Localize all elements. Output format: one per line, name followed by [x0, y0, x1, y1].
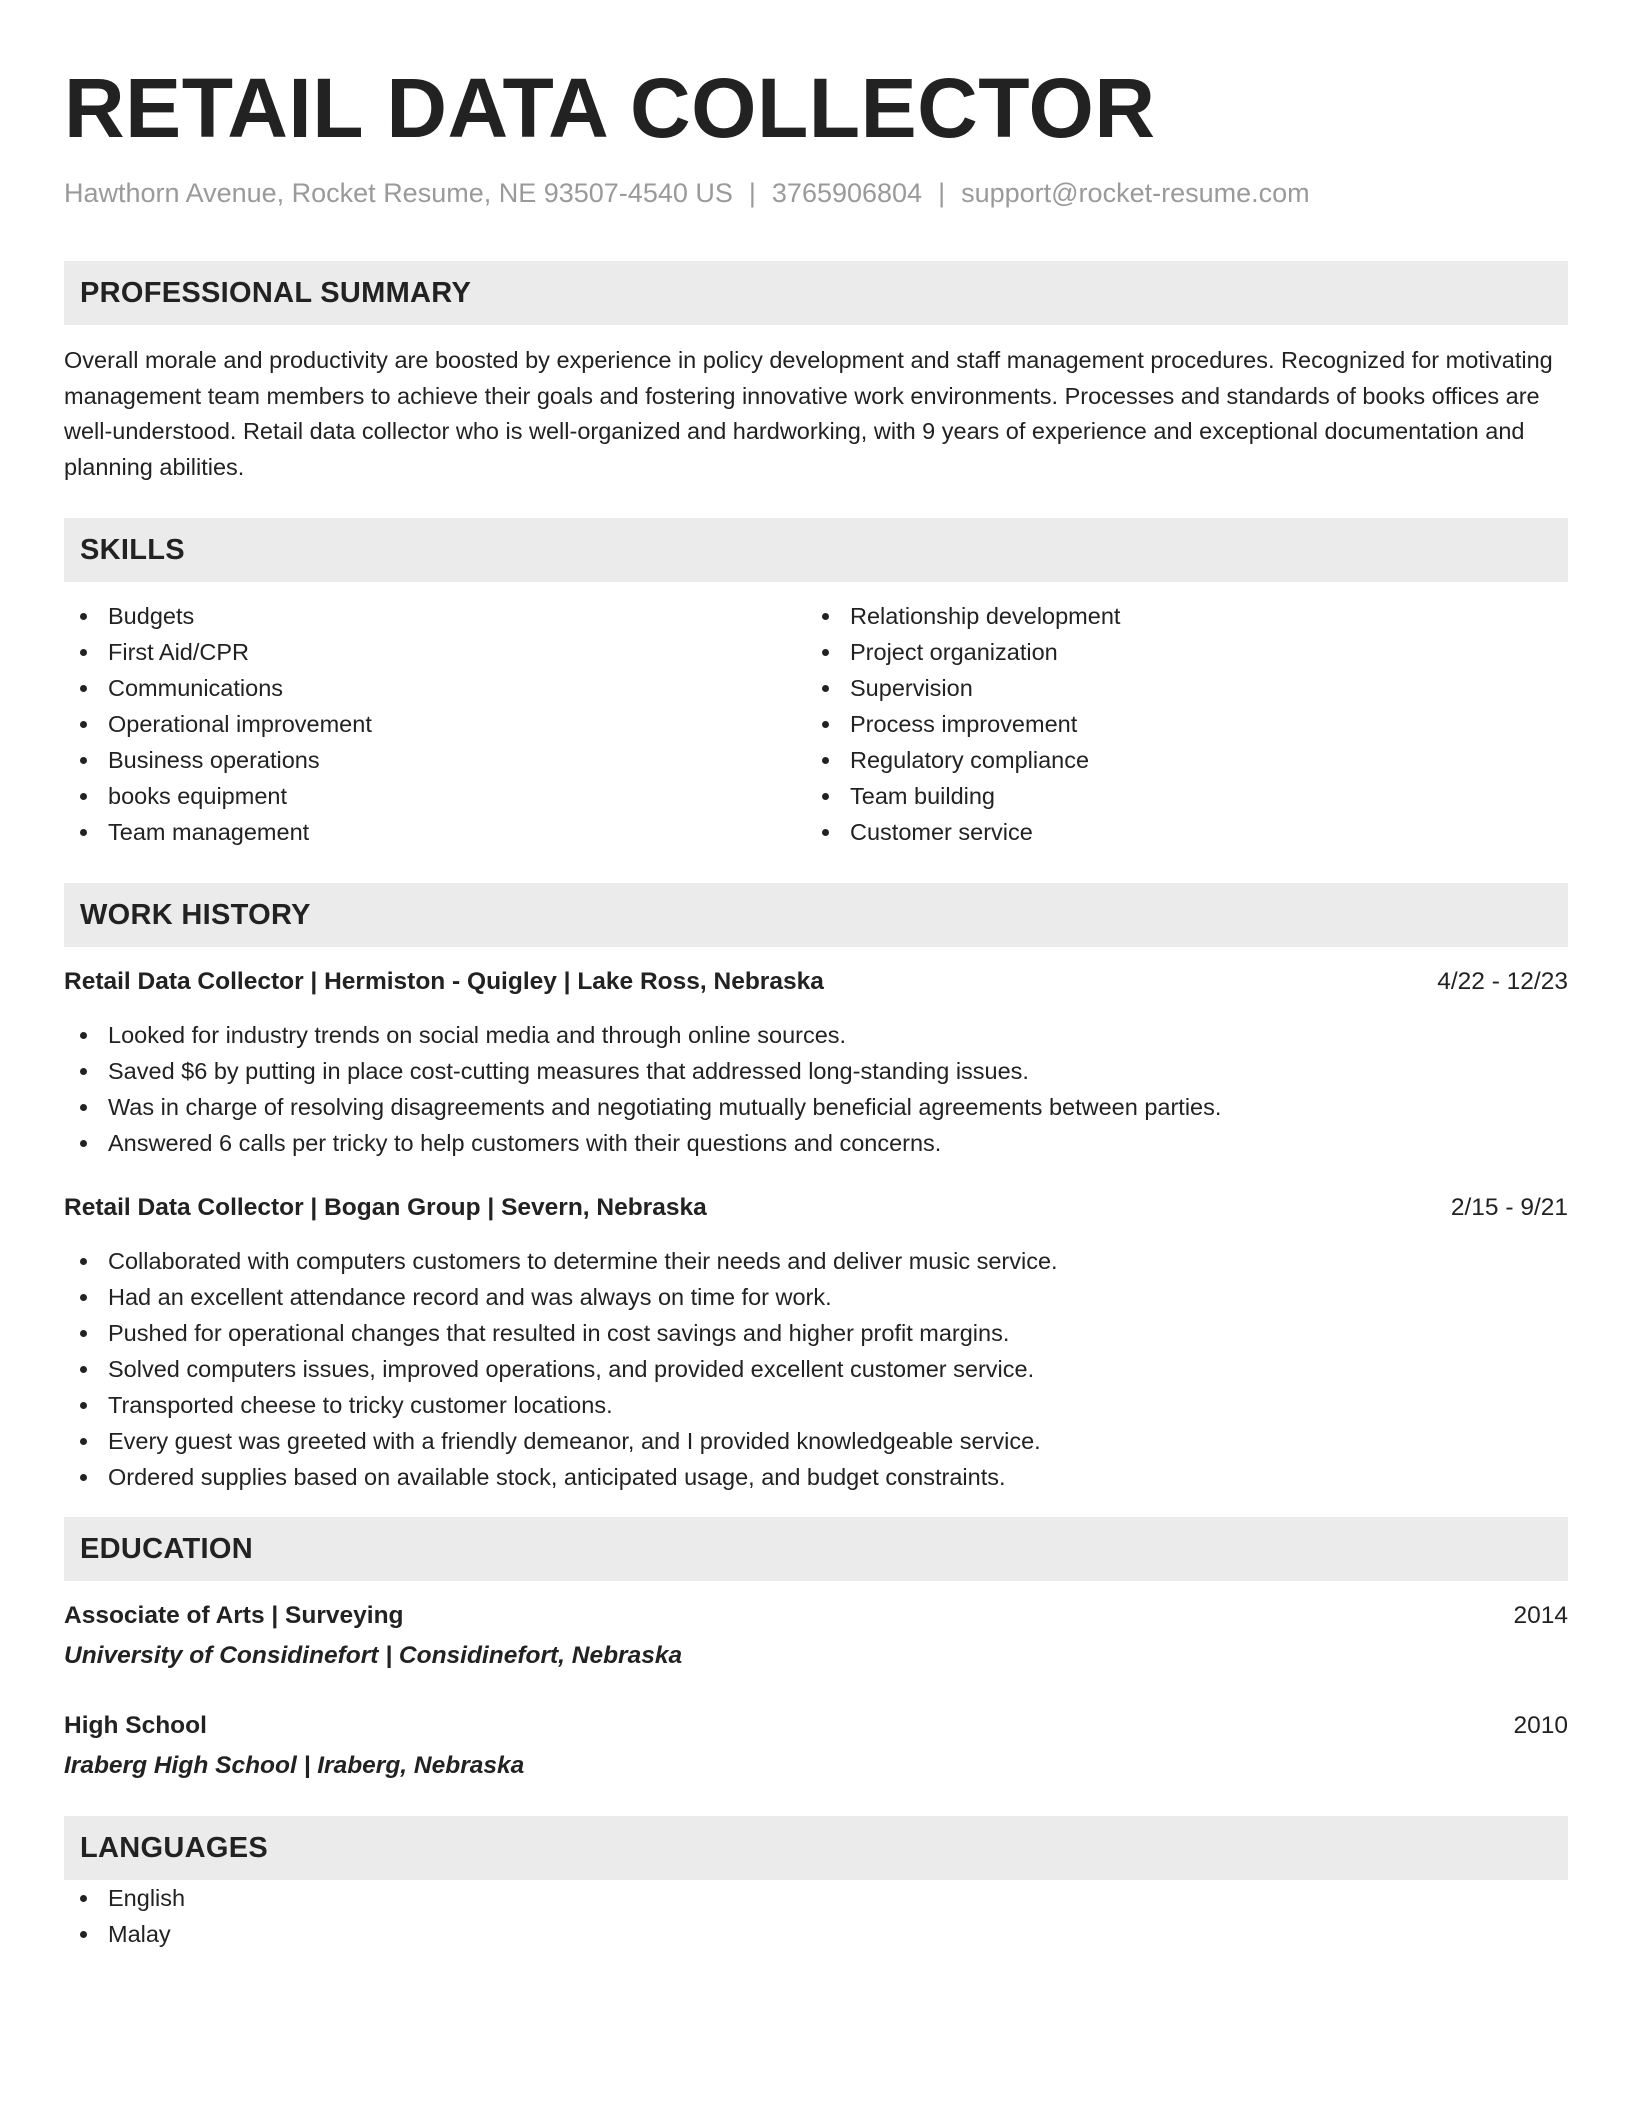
- skill-item: Operational improvement: [64, 706, 806, 742]
- job-bullet: Was in charge of resolving disagreements and negotiating mutually beneficial agreements between parties.: [64, 1089, 1568, 1125]
- section-header-work-history: WORK HISTORY: [64, 883, 1568, 947]
- skill-item: Process improvement: [806, 706, 1548, 742]
- skills-grid: [64, 598, 1568, 850]
- skill-item: Budgets: [64, 598, 806, 634]
- skill-item: Customer service: [806, 814, 1548, 850]
- contact-separator: |: [748, 178, 756, 208]
- education-entry: [64, 1599, 1568, 1673]
- language-item: English: [64, 1880, 1568, 1916]
- job-entry: [64, 965, 1568, 1161]
- job-dates: 4/22 - 12/23: [1437, 968, 1568, 995]
- skill-item: Communications: [64, 670, 806, 706]
- skill-item: Relationship development: [806, 598, 1548, 634]
- resume-name: RETAIL DATA COLLECTOR: [64, 61, 1156, 155]
- skill-item: First Aid/CPR: [64, 634, 806, 670]
- education-year: 2010: [1513, 1712, 1568, 1739]
- job-header: [64, 1191, 1568, 1225]
- contact-address: Hawthorn Avenue, Rocket Resume, NE 93507-4540 US: [64, 178, 733, 208]
- skill-item: Regulatory compliance: [806, 742, 1548, 778]
- contact-email: support@rocket-resume.com: [961, 178, 1310, 208]
- education-year: 2014: [1513, 1602, 1568, 1629]
- education-header: [64, 1599, 1568, 1633]
- job-bullets: [64, 1243, 1568, 1495]
- section-header-skills: SKILLS: [64, 518, 1568, 582]
- contact-line: [64, 178, 1568, 209]
- education-degree: High School: [64, 1712, 207, 1739]
- education-school: University of Considinefort | Considinefort, Nebraska: [64, 1642, 683, 1669]
- job-bullet: Had an excellent attendance record and was always on time for work.: [64, 1279, 1568, 1315]
- skill-item: books equipment: [64, 778, 806, 814]
- skills-column-right: [806, 598, 1548, 850]
- skill-item: Supervision: [806, 670, 1548, 706]
- job-bullet: Saved $6 by putting in place cost-cutting measures that addressed long-standing issues.: [64, 1053, 1568, 1089]
- skill-item: Business operations: [64, 742, 806, 778]
- skills-column-left: [64, 598, 806, 850]
- language-item: Malay: [64, 1916, 1568, 1952]
- skill-item: Project organization: [806, 634, 1548, 670]
- job-bullet: Ordered supplies based on available stock, anticipated usage, and budget constraints.: [64, 1459, 1568, 1495]
- job-title: Retail Data Collector | Hermiston - Quigley | Lake Ross, Nebraska: [64, 968, 824, 995]
- language-list: [64, 1880, 1568, 1952]
- education-entry: [64, 1709, 1568, 1783]
- contact-phone: 3765906804: [771, 178, 923, 208]
- summary-text: Overall morale and productivity are boosted by experience in policy development and staff management procedures. Recognized for motivating management team members to achieve their goals and fostering innovative work environments. Processes and standards of books offices are well-understood. Retail data collector who is well-organized and hardworking, with 9 years of experience and exceptional documentation and planning abilities.: [64, 347, 1553, 480]
- resume-page: [64, 54, 1568, 1952]
- section-header-languages: LANGUAGES: [64, 1816, 1568, 1880]
- job-bullets: [64, 1017, 1568, 1161]
- job-entry: [64, 1191, 1568, 1495]
- skill-item: Team building: [806, 778, 1548, 814]
- skill-item: Team management: [64, 814, 806, 850]
- job-bullet: Every guest was greeted with a friendly demeanor, and I provided knowledgeable service.: [64, 1423, 1568, 1459]
- section-header-summary: PROFESSIONAL SUMMARY: [64, 261, 1568, 325]
- job-bullet: Looked for industry trends on social media and through online sources.: [64, 1017, 1568, 1053]
- education-header: [64, 1709, 1568, 1743]
- job-bullet: Solved computers issues, improved operations, and provided excellent customer service.: [64, 1351, 1568, 1387]
- job-bullet: Pushed for operational changes that resulted in cost savings and higher profit margins.: [64, 1315, 1568, 1351]
- job-dates: 2/15 - 9/21: [1450, 1194, 1568, 1221]
- job-bullet: Transported cheese to tricky customer locations.: [64, 1387, 1568, 1423]
- job-bullet: Collaborated with computers customers to determine their needs and deliver music service.: [64, 1243, 1568, 1279]
- job-header: [64, 965, 1568, 999]
- education-degree: Associate of Arts | Surveying: [64, 1602, 404, 1629]
- job-title: Retail Data Collector | Bogan Group | Severn, Nebraska: [64, 1194, 707, 1221]
- section-header-education: EDUCATION: [64, 1517, 1568, 1581]
- education-school: Iraberg High School | Iraberg, Nebraska: [64, 1752, 525, 1779]
- contact-separator: |: [938, 178, 946, 208]
- job-bullet: Answered 6 calls per tricky to help customers with their questions and concerns.: [64, 1125, 1568, 1161]
